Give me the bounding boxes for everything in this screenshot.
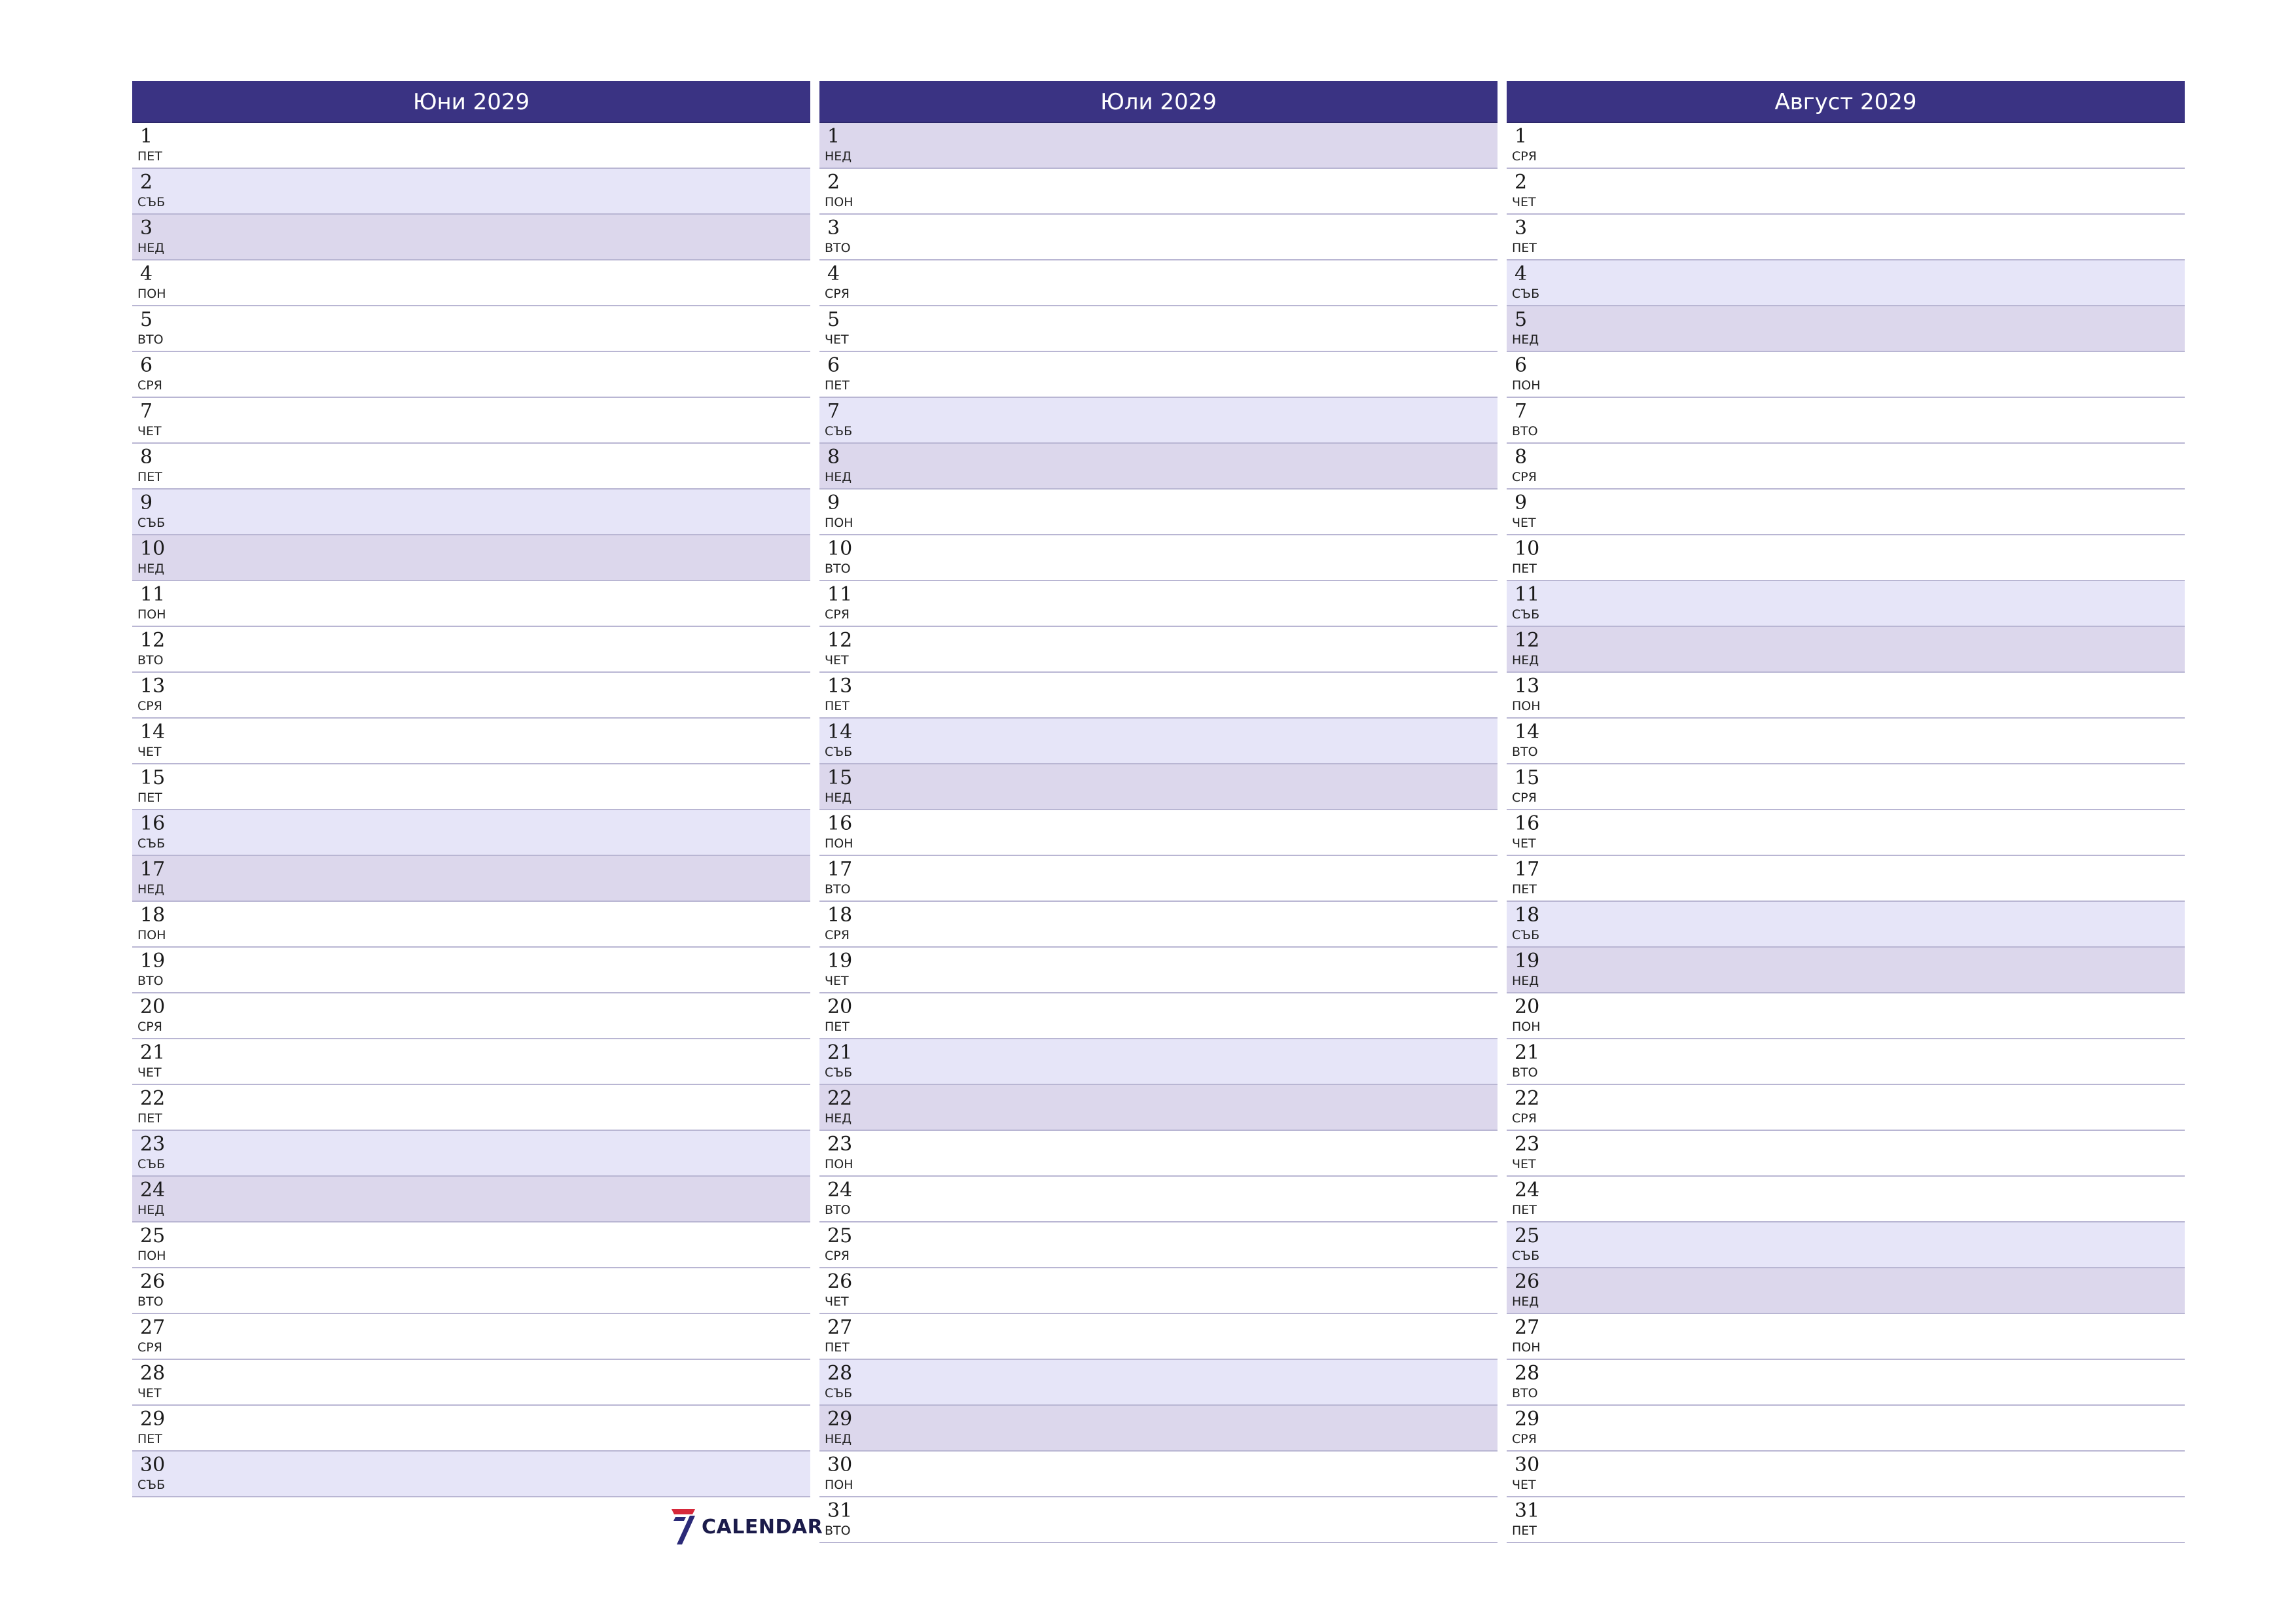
- day-row: [1507, 1497, 2185, 1543]
- day-row: [819, 1177, 1498, 1222]
- day-number: 24: [140, 1179, 166, 1202]
- day-row: [1507, 1360, 2185, 1406]
- weekday-label: СЪБ: [1512, 1249, 1540, 1263]
- weekday-label: НЕД: [825, 149, 852, 164]
- day-list: [1507, 123, 2185, 1543]
- weekday-label: НЕД: [825, 1432, 852, 1446]
- day-number: 25: [1515, 1224, 1540, 1247]
- day-number: 28: [1515, 1362, 1540, 1385]
- day-row: [132, 535, 810, 581]
- day-row: [132, 1039, 810, 1085]
- day-list: [132, 123, 810, 1497]
- weekday-label: ВТО: [1512, 424, 1538, 438]
- day-number: 3: [140, 217, 153, 240]
- day-row: [1507, 1268, 2185, 1314]
- day-row: [132, 1131, 810, 1177]
- day-number: 22: [140, 1087, 166, 1110]
- weekday-label: ПЕТ: [137, 791, 162, 805]
- weekday-label: ПОН: [825, 195, 853, 209]
- day-number: 4: [827, 262, 840, 285]
- day-row: [1507, 1406, 2185, 1452]
- weekday-label: НЕД: [137, 1203, 165, 1217]
- day-number: 24: [1515, 1179, 1540, 1202]
- day-number: 9: [827, 491, 840, 514]
- day-number: 26: [1515, 1270, 1540, 1293]
- month-column-august: [1507, 81, 2185, 1543]
- day-row: [1507, 810, 2185, 856]
- day-row: [819, 1268, 1498, 1314]
- weekday-label: ЧЕТ: [1512, 836, 1536, 851]
- day-row: [132, 673, 810, 719]
- day-row: [819, 490, 1498, 535]
- day-number: 13: [140, 675, 166, 698]
- day-row: [819, 1039, 1498, 1085]
- weekday-label: ПЕТ: [1512, 562, 1537, 576]
- weekday-label: СРЯ: [1512, 791, 1537, 805]
- day-number: 1: [140, 125, 153, 148]
- day-row: [819, 993, 1498, 1039]
- day-number: 26: [140, 1270, 166, 1293]
- day-row: [819, 1222, 1498, 1268]
- weekday-label: ПОН: [1512, 1340, 1541, 1355]
- weekday-label: НЕД: [1512, 1294, 1539, 1309]
- day-number: 24: [827, 1179, 853, 1202]
- logo-text: CALENDAR: [702, 1515, 823, 1539]
- weekday-label: ПЕТ: [1512, 1203, 1537, 1217]
- day-number: 13: [1515, 675, 1540, 698]
- weekday-label: ВТО: [137, 653, 164, 668]
- day-row: [132, 306, 810, 352]
- day-number: 9: [140, 491, 153, 514]
- day-number: 6: [140, 354, 153, 377]
- day-row: [132, 260, 810, 306]
- day-row: [819, 1452, 1498, 1497]
- day-row: [819, 215, 1498, 260]
- day-number: 11: [140, 583, 166, 606]
- day-row: [1507, 1177, 2185, 1222]
- day-number: 23: [827, 1133, 853, 1156]
- day-row: [132, 1085, 810, 1131]
- day-row: [1507, 764, 2185, 810]
- day-row: [1507, 1131, 2185, 1177]
- day-row: [132, 123, 810, 169]
- day-number: 27: [827, 1316, 853, 1339]
- day-row: [1507, 993, 2185, 1039]
- weekday-label: СЪБ: [137, 195, 166, 209]
- calendar-grid: [132, 81, 2185, 1543]
- day-row: [1507, 444, 2185, 490]
- weekday-label: ЧЕТ: [1512, 1157, 1536, 1171]
- day-row: [819, 123, 1498, 169]
- day-row: [132, 764, 810, 810]
- weekday-label: ПЕТ: [137, 1111, 162, 1126]
- weekday-label: ПОН: [825, 836, 853, 851]
- day-number: 6: [1515, 354, 1528, 377]
- day-number: 9: [1515, 491, 1528, 514]
- day-number: 21: [1515, 1041, 1540, 1064]
- day-row: [132, 1268, 810, 1314]
- weekday-label: НЕД: [137, 562, 165, 576]
- day-number: 14: [1515, 721, 1540, 743]
- day-number: 3: [827, 217, 840, 240]
- day-row: [132, 490, 810, 535]
- day-number: 20: [140, 995, 166, 1018]
- day-row: [819, 673, 1498, 719]
- day-row: [1507, 306, 2185, 352]
- day-number: 15: [1515, 766, 1540, 789]
- day-number: 3: [1515, 217, 1528, 240]
- day-number: 15: [827, 766, 853, 789]
- day-number: 2: [140, 171, 153, 194]
- day-row: [819, 169, 1498, 215]
- weekday-label: ЧЕТ: [825, 653, 849, 668]
- day-number: 13: [827, 675, 853, 698]
- weekday-label: ВТО: [825, 562, 851, 576]
- day-row: [132, 444, 810, 490]
- day-number: 29: [1515, 1408, 1540, 1431]
- day-row: [132, 1177, 810, 1222]
- day-row: [819, 948, 1498, 993]
- day-number: 19: [827, 950, 853, 972]
- day-row: [819, 902, 1498, 948]
- day-number: 30: [827, 1454, 853, 1476]
- day-row: [132, 810, 810, 856]
- day-row: [132, 1452, 810, 1497]
- day-row: [132, 398, 810, 444]
- weekday-label: СРЯ: [1512, 149, 1537, 164]
- weekday-label: СРЯ: [825, 1249, 850, 1263]
- weekday-label: СРЯ: [1512, 470, 1537, 484]
- weekday-label: СЪБ: [825, 745, 853, 759]
- day-number: 31: [827, 1499, 853, 1522]
- day-number: 27: [1515, 1316, 1540, 1339]
- day-row: [1507, 169, 2185, 215]
- weekday-label: НЕД: [1512, 653, 1539, 668]
- weekday-label: ВТО: [1512, 1065, 1538, 1080]
- day-row: [1507, 627, 2185, 673]
- weekday-label: ПОН: [137, 928, 166, 942]
- weekday-label: СЪБ: [137, 836, 166, 851]
- day-number: 22: [827, 1087, 853, 1110]
- weekday-label: СРЯ: [1512, 1111, 1537, 1126]
- day-number: 5: [140, 308, 153, 331]
- weekday-label: ЧЕТ: [1512, 516, 1536, 530]
- day-number: 14: [140, 721, 166, 743]
- weekday-label: ПОН: [825, 1157, 853, 1171]
- day-row: [819, 627, 1498, 673]
- weekday-label: СЪБ: [137, 1478, 166, 1492]
- day-number: 28: [140, 1362, 166, 1385]
- day-number: 20: [1515, 995, 1540, 1018]
- day-row: [819, 444, 1498, 490]
- weekday-label: ПЕТ: [137, 149, 162, 164]
- day-number: 20: [827, 995, 853, 1018]
- day-row: [1507, 856, 2185, 902]
- day-number: 19: [1515, 950, 1540, 972]
- weekday-label: ЧЕТ: [137, 424, 162, 438]
- day-row: [132, 948, 810, 993]
- day-number: 12: [1515, 629, 1540, 652]
- day-number: 21: [827, 1041, 853, 1064]
- day-number: 27: [140, 1316, 166, 1339]
- day-number: 7: [1515, 400, 1528, 423]
- day-row: [819, 535, 1498, 581]
- day-number: 1: [1515, 125, 1528, 148]
- day-row: [132, 856, 810, 902]
- weekday-label: СЪБ: [825, 1386, 853, 1400]
- weekday-label: ВТО: [825, 241, 851, 255]
- day-number: 23: [1515, 1133, 1540, 1156]
- day-number: 19: [140, 950, 166, 972]
- logo: [670, 1508, 823, 1546]
- day-row: [819, 1314, 1498, 1360]
- day-number: 29: [140, 1408, 166, 1431]
- day-number: 16: [827, 812, 853, 835]
- day-row: [819, 306, 1498, 352]
- weekday-label: ЧЕТ: [1512, 1478, 1536, 1492]
- month-column-july: [819, 81, 1498, 1543]
- day-number: 10: [1515, 537, 1540, 560]
- day-row: [819, 719, 1498, 764]
- day-number: 2: [1515, 171, 1528, 194]
- seven-logo-icon: [670, 1508, 696, 1546]
- day-row: [1507, 123, 2185, 169]
- day-row: [1507, 948, 2185, 993]
- weekday-label: ВТО: [825, 1203, 851, 1217]
- day-row: [132, 352, 810, 398]
- day-number: 26: [827, 1270, 853, 1293]
- day-number: 18: [827, 904, 853, 927]
- day-number: 7: [140, 400, 153, 423]
- weekday-label: ВТО: [825, 1524, 851, 1538]
- weekday-label: ПЕТ: [1512, 241, 1537, 255]
- weekday-label: ЧЕТ: [1512, 195, 1536, 209]
- day-row: [819, 260, 1498, 306]
- day-row: [819, 856, 1498, 902]
- day-number: 16: [1515, 812, 1540, 835]
- weekday-label: СЪБ: [825, 424, 853, 438]
- weekday-label: ПЕТ: [1512, 882, 1537, 897]
- month-title: Юли 2029: [819, 81, 1498, 123]
- day-list: [819, 123, 1498, 1543]
- weekday-label: СРЯ: [137, 1020, 162, 1034]
- day-number: 16: [140, 812, 166, 835]
- day-number: 21: [140, 1041, 166, 1064]
- day-number: 17: [1515, 858, 1540, 881]
- day-number: 1: [827, 125, 840, 148]
- weekday-label: НЕД: [1512, 974, 1539, 988]
- day-row: [132, 169, 810, 215]
- day-number: 28: [827, 1362, 853, 1385]
- day-number: 23: [140, 1133, 166, 1156]
- weekday-label: СРЯ: [825, 607, 850, 622]
- weekday-label: ЧЕТ: [137, 745, 162, 759]
- weekday-label: ВТО: [1512, 1386, 1538, 1400]
- day-row: [1507, 260, 2185, 306]
- day-row: [1507, 490, 2185, 535]
- day-row: [132, 1314, 810, 1360]
- day-row: [819, 810, 1498, 856]
- weekday-label: НЕД: [825, 470, 852, 484]
- weekday-label: ЧЕТ: [825, 332, 849, 347]
- day-row: [132, 627, 810, 673]
- weekday-label: НЕД: [825, 1111, 852, 1126]
- weekday-label: ПЕТ: [137, 470, 162, 484]
- day-row: [819, 1085, 1498, 1131]
- day-number: 8: [1515, 446, 1528, 469]
- day-number: 30: [1515, 1454, 1540, 1476]
- day-row: [819, 1131, 1498, 1177]
- month-column-june: [132, 81, 810, 1543]
- day-number: 4: [140, 262, 153, 285]
- day-row: [1507, 1222, 2185, 1268]
- day-number: 14: [827, 721, 853, 743]
- day-row: [1507, 581, 2185, 627]
- day-number: 8: [827, 446, 840, 469]
- weekday-label: ВТО: [137, 332, 164, 347]
- day-number: 18: [1515, 904, 1540, 927]
- day-row: [132, 1222, 810, 1268]
- day-row: [1507, 1039, 2185, 1085]
- weekday-label: СРЯ: [825, 287, 850, 301]
- weekday-label: ПОН: [137, 1249, 166, 1263]
- day-number: 15: [140, 766, 166, 789]
- day-row: [819, 1406, 1498, 1452]
- day-number: 12: [827, 629, 853, 652]
- day-row: [1507, 1085, 2185, 1131]
- weekday-label: ВТО: [137, 1294, 164, 1309]
- weekday-label: ВТО: [825, 882, 851, 897]
- weekday-label: ПОН: [1512, 378, 1541, 393]
- day-row: [1507, 398, 2185, 444]
- day-number: 7: [827, 400, 840, 423]
- day-number: 5: [1515, 308, 1528, 331]
- weekday-label: ВТО: [1512, 745, 1538, 759]
- day-number: 8: [140, 446, 153, 469]
- day-row: [132, 1406, 810, 1452]
- day-number: 4: [1515, 262, 1528, 285]
- day-number: 31: [1515, 1499, 1540, 1522]
- weekday-label: СРЯ: [137, 378, 162, 393]
- day-row: [1507, 1452, 2185, 1497]
- month-title: Август 2029: [1507, 81, 2185, 123]
- day-row: [819, 352, 1498, 398]
- day-row: [132, 993, 810, 1039]
- day-row: [1507, 535, 2185, 581]
- day-row: [132, 1360, 810, 1406]
- weekday-label: СРЯ: [137, 1340, 162, 1355]
- day-number: 17: [827, 858, 853, 881]
- day-number: 2: [827, 171, 840, 194]
- day-row: [819, 764, 1498, 810]
- weekday-label: СРЯ: [1512, 1432, 1537, 1446]
- day-number: 11: [827, 583, 853, 606]
- weekday-label: НЕД: [1512, 332, 1539, 347]
- weekday-label: ЧЕТ: [137, 1065, 162, 1080]
- day-row: [1507, 352, 2185, 398]
- day-row: [132, 719, 810, 764]
- day-row: [1507, 719, 2185, 764]
- weekday-label: НЕД: [137, 241, 165, 255]
- weekday-label: ПОН: [1512, 1020, 1541, 1034]
- day-number: 6: [827, 354, 840, 377]
- day-number: 10: [140, 537, 166, 560]
- weekday-label: СРЯ: [137, 699, 162, 713]
- weekday-label: ЧЕТ: [825, 1294, 849, 1309]
- day-number: 30: [140, 1454, 166, 1476]
- day-number: 12: [140, 629, 166, 652]
- day-row: [132, 902, 810, 948]
- day-row: [1507, 902, 2185, 948]
- day-row: [132, 581, 810, 627]
- day-row: [1507, 673, 2185, 719]
- day-number: 29: [827, 1408, 853, 1431]
- day-number: 5: [827, 308, 840, 331]
- day-number: 10: [827, 537, 853, 560]
- weekday-label: СРЯ: [825, 928, 850, 942]
- day-row: [1507, 215, 2185, 260]
- day-number: 11: [1515, 583, 1540, 606]
- weekday-label: ЧЕТ: [825, 974, 849, 988]
- weekday-label: ПЕТ: [825, 1020, 850, 1034]
- weekday-label: СЪБ: [1512, 287, 1540, 301]
- day-row: [819, 1360, 1498, 1406]
- weekday-label: ПЕТ: [825, 378, 850, 393]
- weekday-label: ПЕТ: [825, 699, 850, 713]
- weekday-label: СЪБ: [137, 1157, 166, 1171]
- weekday-label: ВТО: [137, 974, 164, 988]
- weekday-label: СЪБ: [1512, 928, 1540, 942]
- day-number: 18: [140, 904, 166, 927]
- day-number: 25: [827, 1224, 853, 1247]
- weekday-label: ПОН: [1512, 699, 1541, 713]
- weekday-label: НЕД: [825, 791, 852, 805]
- day-number: 25: [140, 1224, 166, 1247]
- day-row: [1507, 1314, 2185, 1360]
- day-row: [819, 581, 1498, 627]
- day-number: 17: [140, 858, 166, 881]
- weekday-label: ПОН: [825, 516, 853, 530]
- day-row: [819, 1497, 1498, 1543]
- weekday-label: ПОН: [825, 1478, 853, 1492]
- weekday-label: СЪБ: [825, 1065, 853, 1080]
- day-number: 22: [1515, 1087, 1540, 1110]
- day-row: [132, 215, 810, 260]
- weekday-label: ПЕТ: [1512, 1524, 1537, 1538]
- weekday-label: СЪБ: [1512, 607, 1540, 622]
- weekday-label: НЕД: [137, 882, 165, 897]
- month-title: Юни 2029: [132, 81, 810, 123]
- weekday-label: ПОН: [137, 287, 166, 301]
- weekday-label: ЧЕТ: [137, 1386, 162, 1400]
- weekday-label: ПЕТ: [137, 1432, 162, 1446]
- weekday-label: СЪБ: [137, 516, 166, 530]
- weekday-label: ПОН: [137, 607, 166, 622]
- weekday-label: ПЕТ: [825, 1340, 850, 1355]
- day-row: [819, 398, 1498, 444]
